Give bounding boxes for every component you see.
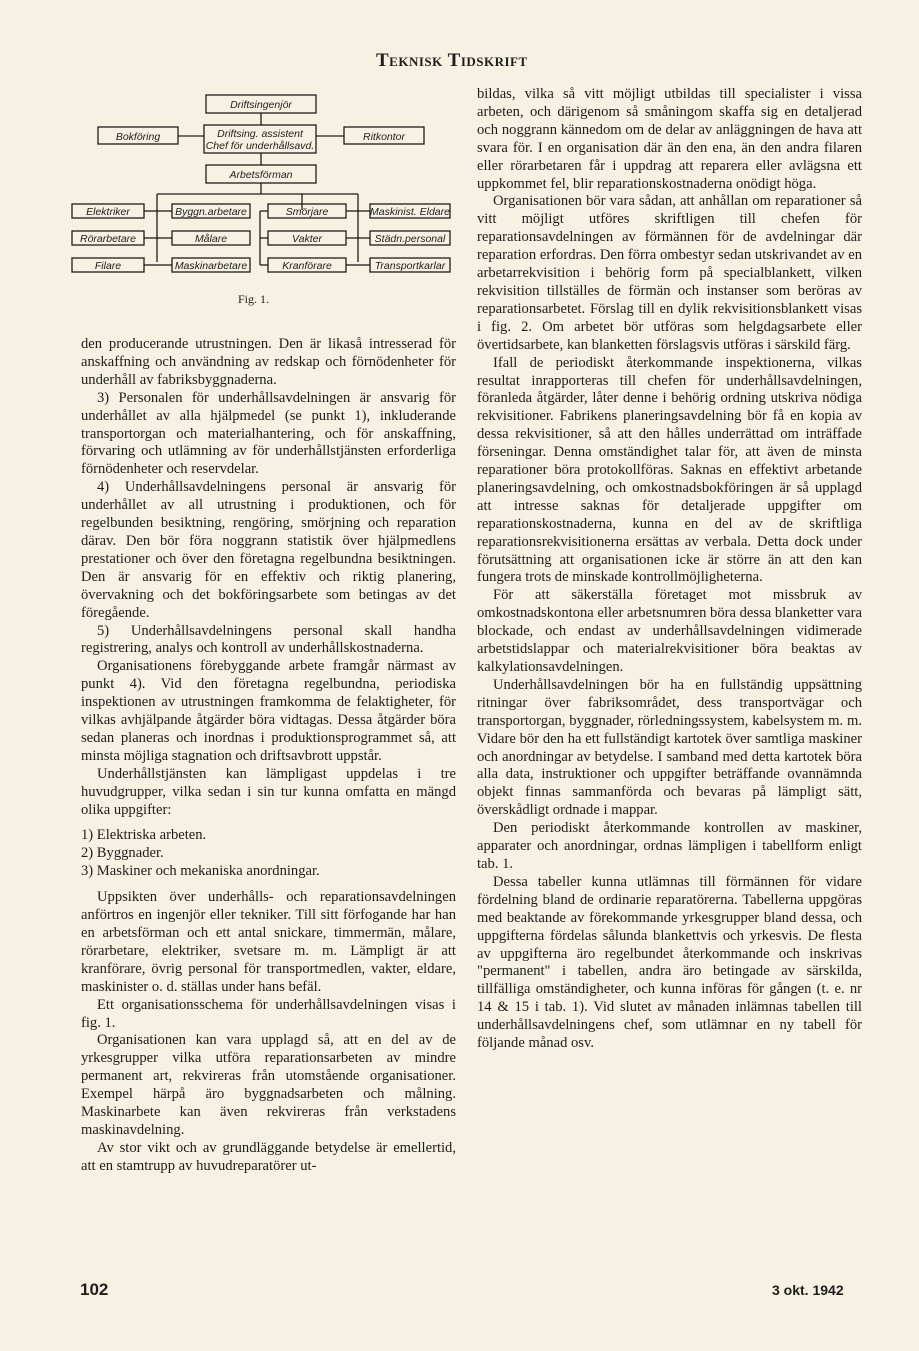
paragraph: 4) Underhållsavdelningens personal är ansvarig för underhållet av all utrustning i produktionen, och för regelbunden besiktning, rengöring, smörjning och reparation därav. Den bör föra noggrann statistik över hjälpmedlens prestationer och över den företagna regelbundna besiktningen. Den är ansvarig för en effektiv och riktig planering, övervakning och det bokföringsarbete som betingas av det föregående.	[81, 479, 456, 621]
right-column	[477, 86, 862, 1053]
label-rorarbetare: Rörarbetare	[79, 233, 137, 245]
list-item: 1) Elektriska arbeten.	[81, 827, 207, 844]
left-column	[81, 336, 456, 1176]
label-assistent-1: Driftsing. assistent	[217, 128, 303, 140]
label-filare: Filare	[94, 260, 122, 272]
paragraph: Underhållstjänsten kan lämpligast uppdelas i tre huvudgrupper, vilka sedan i sin tur kunna omfatta en mängd olika uppgifter:	[81, 765, 456, 818]
label-malare: Målare	[194, 233, 228, 245]
label-kranforare: Kranförare	[282, 260, 332, 272]
paragraph: Ifall de periodiskt återkommande inspektionerna, vilkas resultat inrapporteras till chefen för underhållsavdelningen, föranleda åtgärder, låter denne i behörig ordning utskriva nödiga rekvisitioner. Fabrikens planeringsavdelning bör få en kopia av dessa rekvisitioner, så att den hålles underrättad om inträffade förseningar. Denna omständighet talar för, att även de minsta reparationer böra protokollföras. Saknas en effektivt arbetande planeringsavdelning, och omkostnadsbokföringen är så upplagd att intresse saknas för detaljerade uppgifter om reparationskostnaderna, kunna en del av de skriftliga reparationsrekvisitionerna ersättas av verbala. Detta dock under förutsättning att organisationen icke är större än att den kan fungera trots de minskade kontrollmöjligheterna.	[477, 354, 862, 586]
paragraph: Av stor vikt och av grundläggande betydelse är emellertid, att en stamtrupp av huvudreparatörer ut-	[81, 1139, 456, 1174]
paragraph: bildas, vilka så vitt möjligt utbildas till specialister i vissa arbeten, och därigenom så småningom skaffa sig en detaljerad och noggrann kännedom om de delar av anläggningen de hava att svara för. I en organisation där än den ena, än den andra filaren eller rörarbetaren får i uppdrag att reparera eller avlägsna ett uppkommet fel, blir reparationskostnaderna onödigt höga.	[477, 86, 862, 192]
label-driftsingenjor: Driftsingenjör	[230, 99, 292, 111]
page-number: 102	[80, 1280, 109, 1299]
label-elektriker: Elektriker	[86, 206, 130, 218]
paragraph: den producerande utrustningen. Den är likaså intresserad för anskaffning och användning av redskap och förnödenheter för underhåll av fabriksbyggnaderna.	[81, 336, 456, 388]
list-item: 2) Byggnader.	[81, 845, 164, 862]
paragraph: Uppsikten över underhålls- och reparationsavdelningen anförtros en ingenjör eller tekniker. Till sitt förfogande har han en arbetsförman och ett antal snickare, timmermän, målare, rörarbetare, elektriker, svetsare m. m. Lämpligt är att kranförare, övrig personal för transportmedlen, vakter, eldare, maskinister o. d. ställas under hans befäl.	[81, 889, 456, 995]
issue-date: 3 okt. 1942	[772, 1282, 844, 1298]
paragraph: Underhållsavdelningen bör ha en fullständig uppsättning ritningar över fabriksområdet, dess transportvägar och transportorgan, byggnader, rörledningssystem, kabelsystem m. m. Vidare bör den ha ett fullständigt kartotek över samtliga maskiner och anordningar av betydelse. I samband med detta kartotek böra alla data, instruktioner och uppgifter beträffande ovannämnda objekt finnas sammanförda och bevaras på lämpligt sätt, överskådligt ordnade i mappar.	[477, 676, 862, 819]
label-smorjare: Smörjare	[285, 206, 329, 218]
label-byggnarbetare: Byggn.arbetare	[175, 206, 247, 218]
paragraph: Den periodiskt återkommande kontrollen av maskiner, apparater och anordningar, ordnas lämpligen i tabellform enligt tab. 1.	[477, 820, 862, 872]
list-item: 3) Maskiner och mekaniska anordningar.	[81, 863, 320, 880]
label-ritkontor: Ritkontor	[362, 131, 406, 143]
label-assistent-2: Chef för underhållsavd.	[205, 140, 315, 152]
paragraph: 3) Personalen för underhållsavdelningen är ansvarig för underhållet av alla hjälpmedel (se punkt 1), inkluderande transportorgan och materialhantering, och för anskaffning, förvaring och utlämning av för underhållstjänsten erforderliga förnödenheter och reservdelar.	[81, 389, 456, 478]
label-arbetsforman: Arbetsförman	[229, 169, 293, 181]
paragraph: 5) Underhållsavdelningens personal skall handha registrering, analys och kontroll av underhållskostnaderna.	[81, 622, 456, 657]
label-transportkarlar: Transportkarlar	[374, 260, 446, 272]
label-stadnpersonal: Städn.personal	[374, 233, 446, 245]
paragraph: För att säkerställa företaget mot missbruk av omkostnadskontona eller arbetsnumren böra dessa blanketter vara blockade, och endast av underhållsavdelningen vidimerade arbetstidslappar och materialrekvisitioner böra beaktas av kalkylationsavdelningen.	[477, 587, 862, 675]
label-bokforing: Bokföring	[115, 131, 161, 143]
paragraph: Organisationen bör vara sådan, att anhållan om reparationer så vitt möjligt utföres skriftligen till chefen för reparationsavdelningen av förmännen för de avdelningar där reparation erfordras. Den förra ombestyr sedan utskrivandet av en arbetarrekvisition i behörig form på specialblankett, vilken rekvisition tillställes de förmän och instanser som beröras av reparationsarbetet. Förslag till en dylik rekvisitionsblankett visas i fig. 2. Om arbetet bör utföras som helgdagsarbete eller övertidsarbete, kan blanketten förslagsvis utföras i särskild färg.	[477, 193, 862, 353]
paragraph: Organisationen kan vara upplagd så, att en del av de yrkesgrupper vilka utföra reparationsarbeten av mindre permanent art, rekvireras från utomstående organisationer. Exempel härpå äro byggnadsarbeten och målning. Maskinarbete kan även rekvireras från verkstadens maskinavdelning.	[81, 1032, 456, 1138]
paragraph: Ett organisationsschema för underhållsavdelningen visas i fig. 1.	[81, 996, 456, 1031]
org-chart	[60, 80, 460, 290]
label-maskinarbetare: Maskinarbetare	[174, 260, 248, 272]
paragraph: Dessa tabeller kunna utlämnas till förmännen för vidare fördelning bland de ordinarie reparatörerna. Tabellerna uppgöras med beaktande av förekommande yrkesgrupper bland dessa, och uppgifterna fördelas sålunda blankettvis och yrkesvis. De flesta av uppgifterna äro regelbundet återkommande och inskrivas "permanent" i tabellen, andra äro betingade av särskilda, tillfälliga omständigheter, och kunna införas för gången (t. e. nr 14 & 15 i tab. 1). Vid slutet av månaden inlämnas tabellen till underhållsavdelningens chef, som utlämnar en ny tabell för följande månad osv.	[477, 873, 862, 1052]
label-maskinist: Maskinist. Eldare	[370, 206, 450, 218]
paragraph: Organisationens förebyggande arbete framgår närmast av punkt 4). Vid den företagna regelbundna, periodiska inspektionen av utrustningen framkomma de felaktigheter, för vilkas avhjälpande åtgärder böra vidtagas. Dessa åtgärder böra sedan planeras och inordnas i produktionsprogrammet så, att minsta möjliga stagnation och driftsavbrott uppstår.	[81, 658, 456, 764]
label-vakter: Vakter	[292, 233, 322, 245]
figure-caption: Fig. 1.	[238, 292, 270, 306]
journal-title: Teknisk Tidskrift	[376, 50, 528, 71]
